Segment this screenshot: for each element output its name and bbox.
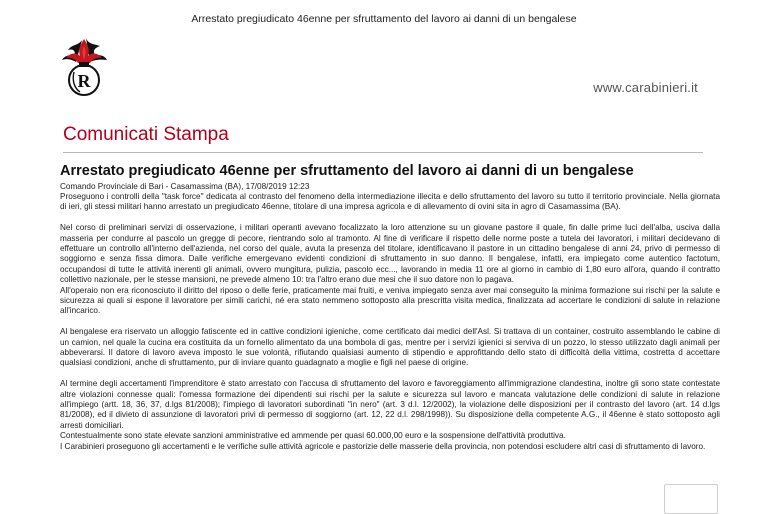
article-paragraph: Al termine degli accertamenti l'imprenditore è stato arrestato con l'accusa di sfruttamento del lavoro e favoreggiamento all'immigrazione clandestina, inoltre gli sono state contestate altre violazioni connesse quali: l'omessa formazione dei dipendenti sui rischi per la salute e sicurezza sul lavoro e mancata valutazione delle condizioni di salute in relazione all'impiego (artt. 18, 36, 37, d.lgs 81/2008); l'impiego di lavoratori subordinati "in nero" (art. 3 d.l. 12/2002), la violazione delle disposizioni per il contrasto del lavoro (art. 14 d.lgs 81/2008), ed il divieto di assunzione di lavoratori privi di permesso di soggiorno (art. 12, 22 d.l. 298/1998)). Su disposizione della competente A.G., il 46enne è stato sottoposto agli arresti domiciliari.: [60, 379, 720, 430]
article-paragraph: Contestualmente sono state elevate sanzioni amministrative ed ammende per quasi 60.000,00 euro e la sospensione dell'attività produttiva.: [60, 431, 566, 441]
article-paragraph: All'operaio non era riconosciuto il diritto del riposo o delle ferie, praticamente mai fruiti, e veniva impiegato senza aver mai conseguito la minima formazione sui rischi per la salute e sicurezza ai quali si espone il lavoratore per simili carichi, né era stato nemmeno sottoposto alla prescritta visita medica, finalizzata ad accertare le condizioni di salute in relazione all'incarico.: [60, 285, 720, 316]
page-corner-box: [664, 484, 718, 514]
article-meta: Comando Provinciale di Bari - Casamassima (BA), 17/08/2019 12:23: [60, 182, 310, 191]
article-paragraph: Al bengalese era riservato un alloggio fatiscente ed in cattive condizioni igieniche, come certificato dai medici dell'Asl. Si trattava di un container, costruito assemblando le cabine di un camion, nel quale la cucina era costituita da un fornello alimentato da una bombola di gas, mentre per i servizi igienici si serviva di un pozzo, lo stesso utilizzato dagli animali per abbeverarsi. Il datore di lavoro aveva imposto le sue volontà, rifiutando qualsiasi aumento di stipendio e approfittando dello stato di difficoltà della vittima, costretta d accettare qualsiasi condizioni, anche di sfruttamento, pur di inviare quanto guadagnato a moglie e figli nel paese di origine.: [60, 327, 720, 368]
article-paragraph: Proseguono i controlli della "task force" dedicata al contrasto del fenomeno della intermediazione illecita e dello sfruttamento del lavoro su tutto il territorio provinciale. Nella giornata di ieri, gli stessi militari hanno arrestato un pregiudicato 46enne, titolare di una impresa agricola e di allevamento di ovini sita in agro di Casamassima (BA).: [60, 192, 720, 212]
svg-text:R: R: [77, 71, 91, 91]
section-divider: [63, 152, 703, 153]
article-body: [60, 192, 720, 452]
article-paragraph: I Carabinieri proseguono gli accertamenti e le verifiche sulle attività agricole e pastorizie delle masserie della provincia, non potendosi escludere altri casi di sfruttamento di lavoro.: [60, 441, 706, 451]
section-title: Comunicati Stampa: [63, 124, 229, 145]
site-url-link[interactable]: www.carabinieri.it: [593, 80, 698, 95]
document-header-title: Arrestato pregiudicato 46enne per sfruttamento del lavoro ai danni di un bengalese: [191, 13, 577, 25]
carabinieri-logo[interactable]: [60, 36, 108, 104]
flame-logo-icon: [60, 36, 108, 104]
article-paragraph: Nel corso di preliminari servizi di osservazione, i militari operanti avevano focalizzato la loro attenzione su un giovane pastore il quale, fin dalle prime luci dell'alba, usciva dalla masseria per condurre al pascolo un gregge di pecore, rientrando solo al tramonto. Al fine di verificare il rispetto delle norme poste a tutela dei lavoratori, i militari decidevano di effettuare un controllo all'interno dell'azienda, nel corso del quale, avuta la presenza del titolare, identificavano il pastore in un cittadino bengalese di anni 24, privo di permesso di soggiorno e senza fissa dimora. Dalle verifiche emergevano evidenti condizioni di sfruttamento in suo danno. Il bengalese, infatti, era impiegato come autentico factotum, occupandosi di tutte le attività inerenti gli animali, ovvero mungitura, pulizia, pascolo ecc..., lavorando in media 11 ore al giorno in cambio di 1,80 euro all'ora, quando il contratto collettivo nazionale, per le stesse mansioni, ne prevede almeno 10: tra l'altro erano due mesi che il suo datore non lo pagava.: [60, 223, 720, 285]
article-title: Arrestato pregiudicato 46enne per sfruttamento del lavoro ai danni di un bengalese: [60, 163, 634, 179]
